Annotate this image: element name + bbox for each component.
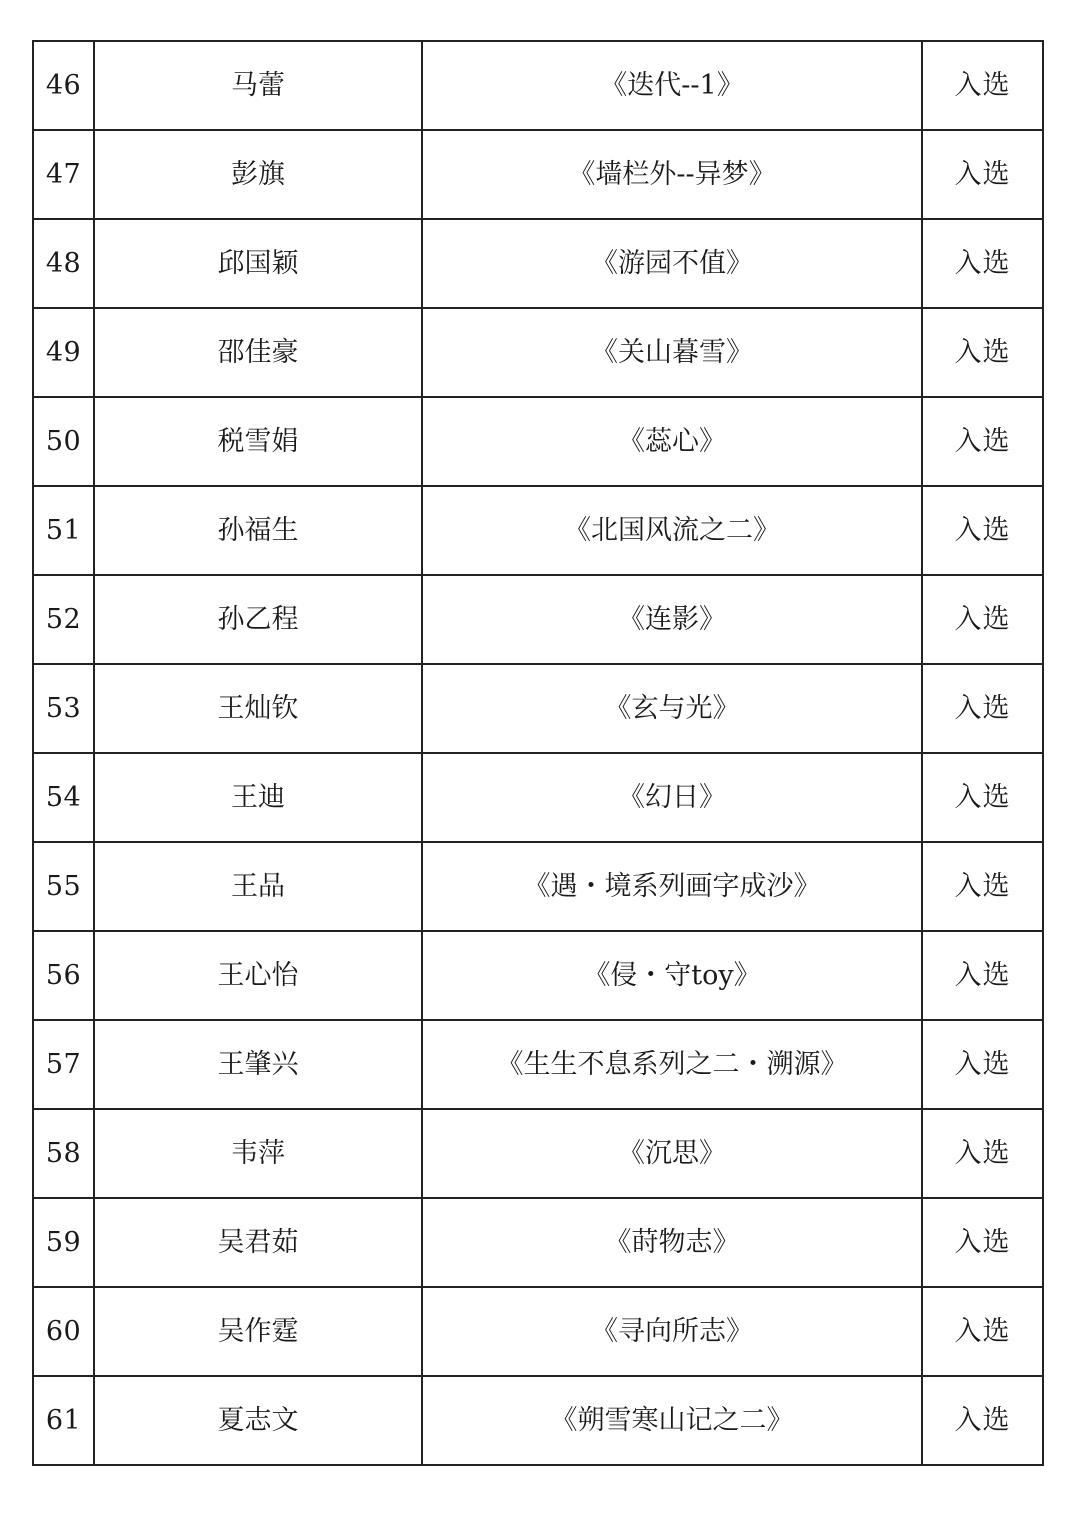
artist-name: 邵佳豪 bbox=[94, 308, 422, 397]
row-number: 50 bbox=[33, 397, 94, 486]
row-number: 53 bbox=[33, 664, 94, 753]
row-number: 61 bbox=[33, 1376, 94, 1465]
table-row bbox=[33, 931, 1043, 1020]
work-title: 《沉思》 bbox=[422, 1109, 922, 1198]
results-table-body bbox=[33, 41, 1043, 1465]
selection-status: 入选 bbox=[922, 397, 1043, 486]
selection-status: 入选 bbox=[922, 664, 1043, 753]
selection-status: 入选 bbox=[922, 1109, 1043, 1198]
row-number: 55 bbox=[33, 842, 94, 931]
table-row bbox=[33, 130, 1043, 219]
table-row bbox=[33, 1109, 1043, 1198]
row-number: 60 bbox=[33, 1287, 94, 1376]
artist-name: 王品 bbox=[94, 842, 422, 931]
selection-status: 入选 bbox=[922, 1020, 1043, 1109]
artist-name: 韦萍 bbox=[94, 1109, 422, 1198]
results-table bbox=[32, 40, 1044, 1466]
artist-name: 孙福生 bbox=[94, 486, 422, 575]
work-title: 《侵・守toy》 bbox=[422, 931, 922, 1020]
artist-name: 吴君茹 bbox=[94, 1198, 422, 1287]
selection-status: 入选 bbox=[922, 1376, 1043, 1465]
selection-status: 入选 bbox=[922, 130, 1043, 219]
work-title: 《墙栏外--异梦》 bbox=[422, 130, 922, 219]
selection-status: 入选 bbox=[922, 575, 1043, 664]
table-row bbox=[33, 1198, 1043, 1287]
artist-name: 吴作霆 bbox=[94, 1287, 422, 1376]
table-row bbox=[33, 397, 1043, 486]
selection-status: 入选 bbox=[922, 41, 1043, 130]
artist-name: 马蕾 bbox=[94, 41, 422, 130]
table-row bbox=[33, 575, 1043, 664]
row-number: 51 bbox=[33, 486, 94, 575]
results-sheet bbox=[32, 40, 1042, 1466]
table-row bbox=[33, 1020, 1043, 1109]
artist-name: 王迪 bbox=[94, 753, 422, 842]
artist-name: 邱国颖 bbox=[94, 219, 422, 308]
table-row bbox=[33, 486, 1043, 575]
row-number: 47 bbox=[33, 130, 94, 219]
artist-name: 税雪娟 bbox=[94, 397, 422, 486]
row-number: 59 bbox=[33, 1198, 94, 1287]
row-number: 57 bbox=[33, 1020, 94, 1109]
table-row bbox=[33, 308, 1043, 397]
work-title: 《蕊心》 bbox=[422, 397, 922, 486]
selection-status: 入选 bbox=[922, 486, 1043, 575]
work-title: 《关山暮雪》 bbox=[422, 308, 922, 397]
table-row bbox=[33, 1376, 1043, 1465]
work-title: 《玄与光》 bbox=[422, 664, 922, 753]
row-number: 48 bbox=[33, 219, 94, 308]
selection-status: 入选 bbox=[922, 1287, 1043, 1376]
row-number: 58 bbox=[33, 1109, 94, 1198]
artist-name: 王肇兴 bbox=[94, 1020, 422, 1109]
artist-name: 彭旗 bbox=[94, 130, 422, 219]
artist-name: 夏志文 bbox=[94, 1376, 422, 1465]
work-title: 《游园不值》 bbox=[422, 219, 922, 308]
selection-status: 入选 bbox=[922, 842, 1043, 931]
work-title: 《生生不息系列之二・溯源》 bbox=[422, 1020, 922, 1109]
row-number: 49 bbox=[33, 308, 94, 397]
work-title: 《幻日》 bbox=[422, 753, 922, 842]
table-row bbox=[33, 219, 1043, 308]
table-row bbox=[33, 41, 1043, 130]
table-row bbox=[33, 1287, 1043, 1376]
work-title: 《遇・境系列画字成沙》 bbox=[422, 842, 922, 931]
row-number: 52 bbox=[33, 575, 94, 664]
artist-name: 王心怡 bbox=[94, 931, 422, 1020]
table-row bbox=[33, 753, 1043, 842]
row-number: 56 bbox=[33, 931, 94, 1020]
selection-status: 入选 bbox=[922, 753, 1043, 842]
selection-status: 入选 bbox=[922, 219, 1043, 308]
selection-status: 入选 bbox=[922, 308, 1043, 397]
selection-status: 入选 bbox=[922, 1198, 1043, 1287]
artist-name: 孙乙程 bbox=[94, 575, 422, 664]
row-number: 54 bbox=[33, 753, 94, 842]
work-title: 《连影》 bbox=[422, 575, 922, 664]
work-title: 《迭代--1》 bbox=[422, 41, 922, 130]
work-title: 《朔雪寒山记之二》 bbox=[422, 1376, 922, 1465]
work-title: 《北国风流之二》 bbox=[422, 486, 922, 575]
work-title: 《莳物志》 bbox=[422, 1198, 922, 1287]
work-title: 《寻向所志》 bbox=[422, 1287, 922, 1376]
selection-status: 入选 bbox=[922, 931, 1043, 1020]
artist-name: 王灿钦 bbox=[94, 664, 422, 753]
row-number: 46 bbox=[33, 41, 94, 130]
table-row bbox=[33, 842, 1043, 931]
table-row bbox=[33, 664, 1043, 753]
